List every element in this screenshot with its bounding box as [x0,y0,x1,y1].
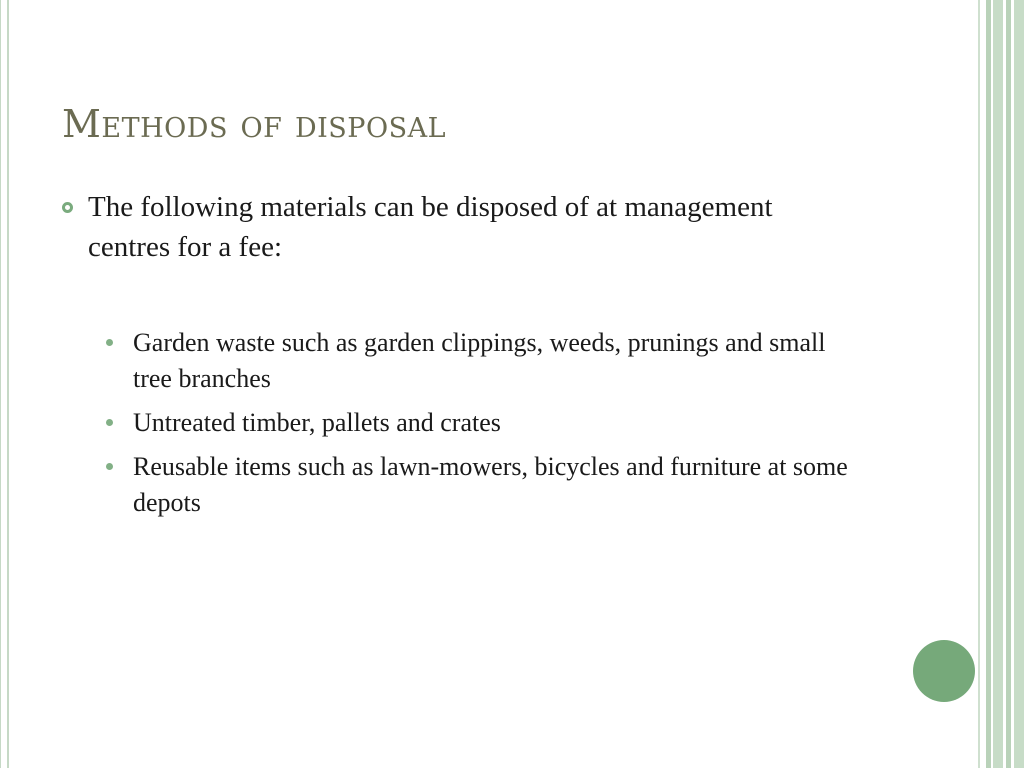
dot-bullet-icon [106,463,113,470]
sub-bullet-text: Garden waste such as garden clippings, weeds, prunings and small tree branches [133,328,826,393]
main-bullet-item [62,187,862,267]
sub-bullet-item [106,325,866,397]
dot-bullet-icon [106,419,113,426]
left-border-decoration [0,0,9,768]
sub-bullet-item [106,405,866,441]
slide-title: Methods of disposal [62,102,447,146]
sub-bullet-list [106,325,866,529]
stripe [1014,0,1024,768]
sub-bullet-text: Untreated timber, pallets and crates [133,408,501,437]
main-bullet-text: The following materials can be disposed of at management centres for a fee: [88,191,773,263]
sub-bullet-item [106,449,866,521]
stripe [993,0,1003,768]
right-stripes-decoration [978,0,1024,768]
sub-bullet-text: Reusable items such as lawn-mowers, bicycles and furniture at some depots [133,452,848,517]
ring-bullet-icon [62,202,73,213]
dot-bullet-icon [106,339,113,346]
circle-decoration-icon [913,640,975,702]
